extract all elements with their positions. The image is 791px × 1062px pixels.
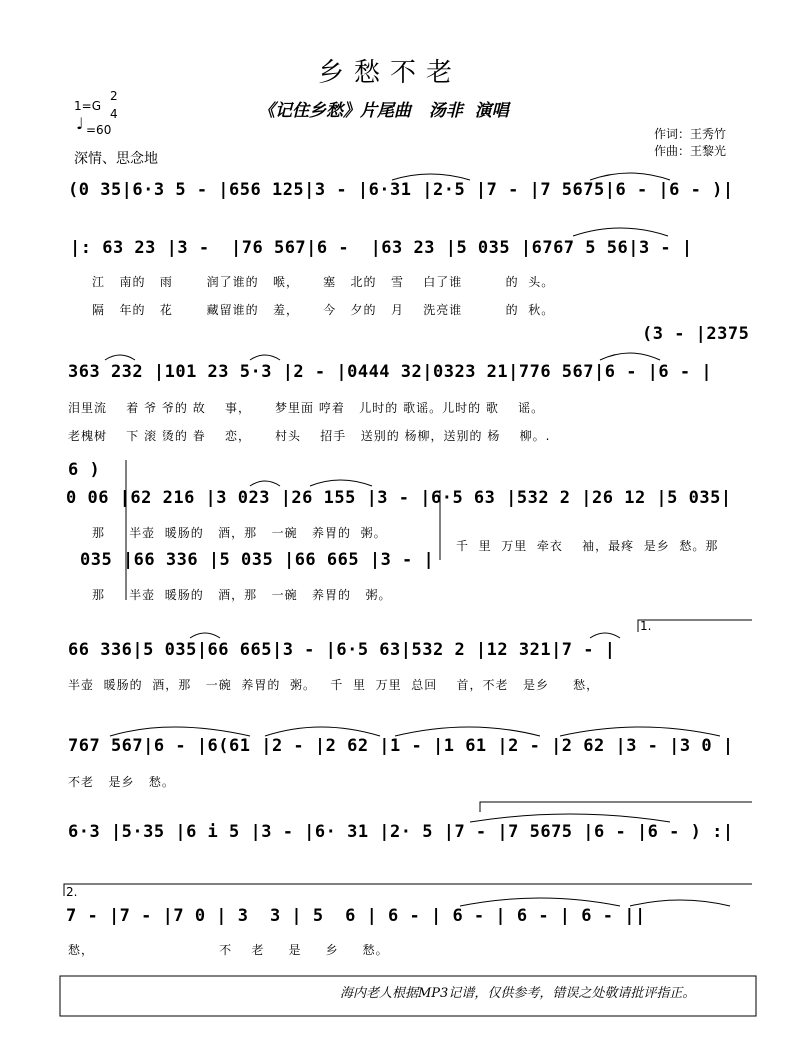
quarter-note-icon: ♩ [76,114,84,133]
volta-2-label: 2. [66,885,78,899]
composer-credit: 作曲：王黎光 [654,144,727,158]
notation-row-4-prefix: 6 ) [68,460,101,480]
lyricist-credit: 作词：王秀竹 [654,127,727,141]
lyric-row-6: 半壶 暖肠的 酒，那 一碗 养胃的 粥。 千 里 万里 总回 首，不老 是乡 愁， [68,678,600,692]
volta-1-label: 1. [640,619,652,633]
notation-row-4: 0 06 |62 216 |3 023 |26 155 |3 - |6·5 63 |532 2 |26 12 |5 035| [66,488,732,508]
lyric-row-5: 那 半壶 暖肠的 酒，那 一碗 养胃的 粥。 [92,588,392,602]
lyric-row-3-verse-2: 老槐树 下 滚 烫的 眷 恋， 村头 招手 送别的 杨柳，送别的 杨 柳。. [68,429,551,443]
transcriber-note: 海内老人根据MP3记谱，仅供参考，错误之处敬请批评指正。 [340,986,696,1001]
notation-row-2: |: 63 23 |3 - |76 567|6 - |63 23 |5 035 |6767 5 56|3 - | [70,238,693,258]
lyric-row-4-right: 千 里 万里 牵衣 袖，最疼 是乡 愁。那 [456,539,719,553]
notation-row-7: 767 567|6 - |6(61 |2 - |2 62 |1 - |1 61 |2 - |2 62 |3 - |3 0 | [68,736,734,756]
lyric-row-7: 不老 是乡 愁。 [68,775,175,789]
song-subtitle: 《记住乡愁》片尾曲 汤非 演唱 [258,101,509,121]
lyric-row-4-left: 那 半壶 暖肠的 酒，那 一碗 养胃的 粥。 [92,526,387,540]
notation-row-1: (0 35|6·3 5 - |656 125|3 - |6·31 |2·5 |7 - |7 5675|6 - |6 - )| [68,180,734,200]
tempo-marking: =60 [86,123,112,137]
time-signature-bottom: 4 [110,107,118,121]
lyric-row-2-verse-2: 隔 年的 花 藏留谁的 羞， 今 夕的 月 洗亮谁 的 秋。 [92,303,555,317]
key-signature: 1=G [74,99,101,113]
lyric-row-2-verse-1: 江 南的 雨 润了谁的 喉， 塞 北的 雪 白了谁 的 头。 [92,275,555,289]
expression-marking: 深情、思念地 [74,151,158,167]
notation-row-8: 6·3 |5·35 |6 i 5 |3 - |6· 31 |2· 5 |7 - |7 5675 |6 - |6 - ) :| [68,822,734,842]
notation-row-9: 7 - |7 - |7 0 | 3 3 | 5 6 | 6 - | 6 - | 6 - | 6 - || [66,906,646,926]
lyric-row-3-verse-1: 泪里流 着 爷 爷的 故 事， 梦里面 哼着 儿时的 歌谣。儿时的 歌 谣。 [68,401,545,415]
notation-row-5: 035 |66 336 |5 035 |66 665 |3 - | [80,550,435,570]
notation-row-3: 363 232 |101 23 5·3 |2 - |0444 32|0323 21|776 567|6 - |6 - | [68,362,713,382]
song-title: 乡愁不老 [318,58,463,88]
notation-row-6: 66 336|5 035|66 665|3 - |6·5 63|532 2 |12 321|7 - | [68,640,616,660]
lyric-row-9: 愁， 不 老 是 乡 愁。 [68,943,389,957]
time-signature-top: 2 [110,89,118,103]
notation-row-3-prefix: (3 - |2375 [642,324,750,344]
